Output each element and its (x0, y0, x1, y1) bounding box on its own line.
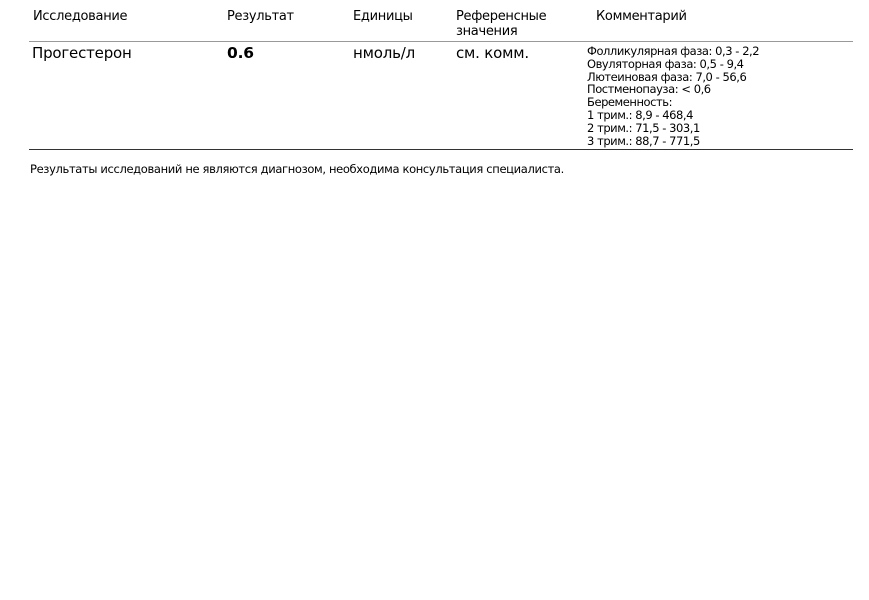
comment-line: Постменопауза: < 0,6 (587, 82, 711, 97)
header-result: Результат (227, 9, 294, 24)
row-reference: см. комм. (456, 44, 529, 62)
comment-line: Беременность: (587, 95, 672, 110)
header-units: Единицы (353, 9, 413, 24)
comment-line: Лютеиновая фаза: 7,0 - 56,6 (587, 69, 747, 84)
row-units: нмоль/л (353, 44, 415, 62)
disclaimer-text: Результаты исследований не являются диагнозом, необходима консультация специалиста. (30, 162, 564, 176)
row-result-value: 0.6 (227, 44, 254, 62)
table-bottom-divider (29, 149, 853, 150)
header-comment: Комментарий (596, 9, 687, 24)
comment-line: 2 трим.: 71,5 - 303,1 (587, 120, 700, 135)
comment-line: 1 трим.: 8,9 - 468,4 (587, 107, 693, 122)
header-reference: Референсные значения (456, 9, 547, 39)
comment-line: Овуляторная фаза: 0,5 - 9,4 (587, 56, 744, 71)
row-comment (587, 45, 759, 147)
comment-line: Фолликулярная фаза: 0,3 - 2,2 (587, 44, 760, 58)
header-divider (29, 41, 853, 42)
header-test: Исследование (33, 9, 128, 24)
row-test-name: Прогестерон (32, 44, 132, 62)
comment-line: 3 трим.: 88,7 - 771,5 (587, 133, 700, 148)
